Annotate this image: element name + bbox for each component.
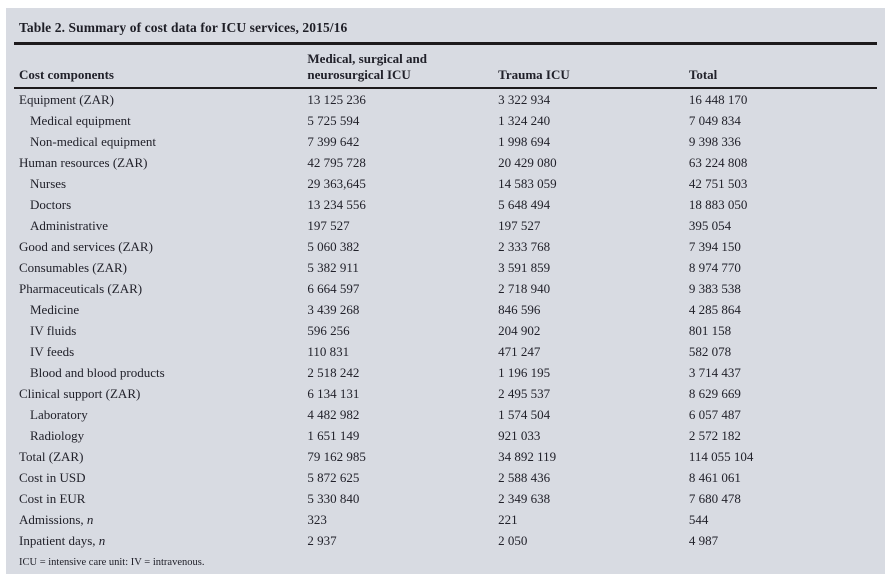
table-row [14, 425, 877, 446]
row-label-text: Clinical support (ZAR) [19, 386, 141, 401]
row-label [14, 467, 307, 488]
row-label [14, 194, 307, 215]
row-label-text: IV feeds [30, 344, 75, 359]
cell-total: 114 055 104 [688, 449, 754, 464]
cell-total: 544 [688, 512, 709, 527]
table-row [14, 446, 877, 467]
cell-trauma-icu: 471 247 [498, 344, 541, 359]
row-label-text: Medical equipment [30, 113, 131, 128]
cell-medical-surgical-neurosurgical-icu: 79 162 985 [307, 449, 366, 464]
cell-total: 8 629 669 [688, 386, 741, 401]
cell-total: 7 394 150 [688, 239, 741, 254]
row-label [14, 320, 307, 341]
cell-medical-surgical-neurosurgical-icu: 6 664 597 [307, 281, 360, 296]
row-label-italic-suffix: n [86, 512, 94, 527]
cell-medical-surgical-neurosurgical-icu: 13 125 236 [307, 92, 366, 107]
table-row [14, 467, 877, 488]
row-label [14, 131, 307, 152]
cell-total: 16 448 170 [688, 92, 748, 107]
row-label-text: Radiology [30, 428, 85, 443]
cell-medical-surgical-neurosurgical-icu: 5 725 594 [307, 113, 360, 128]
cell-total: 4 285 864 [688, 302, 741, 317]
row-label [14, 362, 307, 383]
table-footnote: ICU = intensive care unit: IV = intravenous. [19, 557, 205, 568]
row-label-text: Medicine [30, 302, 80, 317]
table-row [14, 131, 877, 152]
cell-medical-surgical-neurosurgical-icu: 4 482 982 [307, 407, 360, 422]
cell-total: 9 383 538 [688, 281, 741, 296]
table-row [14, 509, 877, 530]
cell-trauma-icu: 20 429 080 [498, 155, 557, 170]
cell-trauma-icu: 14 583 059 [498, 176, 557, 191]
cell-trauma-icu: 846 596 [498, 302, 541, 317]
table-body [14, 88, 877, 551]
cell-trauma-icu: 2 718 940 [498, 281, 551, 296]
cost-summary-table [14, 45, 877, 551]
table-row [14, 194, 877, 215]
cell-total: 42 751 503 [688, 176, 748, 191]
column-header-medical-surgical-neurosurgical-icu: Medical, surgical and neurosurgical ICU [307, 45, 498, 88]
table-row [14, 299, 877, 320]
table-row [14, 488, 877, 509]
cell-trauma-icu: 2 349 638 [498, 491, 551, 506]
row-label [14, 257, 307, 278]
cell-total: 9 398 336 [688, 134, 741, 149]
cell-total: 801 158 [688, 323, 732, 338]
cell-total: 63 224 808 [688, 155, 748, 170]
row-label-text: Inpatient days, [19, 533, 99, 548]
table-row [14, 215, 877, 236]
cell-total: 2 572 182 [688, 428, 741, 443]
table-row [14, 278, 877, 299]
table-row [14, 341, 877, 362]
cell-medical-surgical-neurosurgical-icu: 42 795 728 [307, 155, 366, 170]
row-label-text: Pharmaceuticals (ZAR) [19, 281, 143, 296]
table-card [6, 8, 885, 574]
row-label-text: Nurses [30, 176, 67, 191]
cell-trauma-icu: 197 527 [498, 218, 541, 233]
cell-medical-surgical-neurosurgical-icu: 2 518 242 [307, 365, 360, 380]
row-label-text: Non-medical equipment [30, 134, 156, 149]
row-label [14, 236, 307, 257]
header-row [14, 45, 877, 88]
row-label [14, 509, 307, 530]
cell-total: 395 054 [688, 218, 732, 233]
table-row [14, 530, 877, 551]
cell-trauma-icu: 1 196 195 [498, 365, 551, 380]
table-row [14, 362, 877, 383]
cell-medical-surgical-neurosurgical-icu: 2 937 [307, 533, 337, 548]
cell-trauma-icu: 3 591 859 [498, 260, 551, 275]
row-label-text: Admissions, [19, 512, 87, 527]
cell-total: 3 714 437 [688, 365, 741, 380]
cell-total: 6 057 487 [688, 407, 741, 422]
cell-trauma-icu: 2 588 436 [498, 470, 551, 485]
cell-medical-surgical-neurosurgical-icu: 5 872 625 [307, 470, 360, 485]
cell-trauma-icu: 1 998 694 [498, 134, 551, 149]
table-row [14, 320, 877, 341]
cell-trauma-icu: 1 324 240 [498, 113, 551, 128]
row-label [14, 299, 307, 320]
cell-total: 4 987 [688, 533, 719, 548]
row-label-text: Consumables (ZAR) [19, 260, 127, 275]
row-label [14, 152, 307, 173]
cell-trauma-icu: 921 033 [498, 428, 541, 443]
row-label [14, 530, 307, 551]
table-row [14, 383, 877, 404]
row-label [14, 383, 307, 404]
table-row [14, 88, 877, 110]
table-row [14, 404, 877, 425]
column-header-trauma-icu: Trauma ICU [498, 45, 689, 88]
cell-trauma-icu: 3 322 934 [498, 92, 551, 107]
row-label [14, 425, 307, 446]
cell-total: 7 049 834 [688, 113, 741, 128]
cell-trauma-icu: 2 050 [498, 533, 528, 548]
row-label-text: Cost in EUR [19, 491, 86, 506]
row-label-italic-suffix: n [98, 533, 106, 548]
cell-medical-surgical-neurosurgical-icu: 110 831 [307, 344, 350, 359]
row-label [14, 173, 307, 194]
cell-medical-surgical-neurosurgical-icu: 5 330 840 [307, 491, 360, 506]
column-header-cost-components: Cost components [14, 45, 307, 88]
cell-total: 18 883 050 [688, 197, 748, 212]
row-label-text: Cost in USD [19, 470, 86, 485]
cell-medical-surgical-neurosurgical-icu: 7 399 642 [307, 134, 360, 149]
cell-medical-surgical-neurosurgical-icu: 5 060 382 [307, 239, 360, 254]
cell-medical-surgical-neurosurgical-icu: 6 134 131 [307, 386, 360, 401]
column-header-total: Total [689, 45, 877, 88]
row-label-text: Administrative [30, 218, 108, 233]
cell-trauma-icu: 1 574 504 [498, 407, 551, 422]
cell-trauma-icu: 204 902 [498, 323, 541, 338]
cell-total: 8 974 770 [688, 260, 741, 275]
table-row [14, 110, 877, 131]
row-label-text: Equipment (ZAR) [19, 92, 114, 107]
row-label-text: IV fluids [30, 323, 77, 338]
row-label [14, 341, 307, 362]
cell-medical-surgical-neurosurgical-icu: 5 382 911 [307, 260, 359, 275]
row-label [14, 404, 307, 425]
row-label [14, 110, 307, 131]
row-label [14, 278, 307, 299]
cell-trauma-icu: 221 [498, 512, 518, 527]
cell-medical-surgical-neurosurgical-icu: 1 651 149 [307, 428, 360, 443]
cell-total: 8 461 061 [688, 470, 741, 485]
row-label [14, 88, 307, 110]
cell-trauma-icu: 5 648 494 [498, 197, 551, 212]
cell-trauma-icu: 2 495 537 [498, 386, 551, 401]
table-row [14, 173, 877, 194]
cell-medical-surgical-neurosurgical-icu: 197 527 [307, 218, 350, 233]
cell-total: 582 078 [688, 344, 732, 359]
row-label-text: Blood and blood products [30, 365, 165, 380]
row-label-text: Total (ZAR) [19, 449, 84, 464]
cell-total: 7 680 478 [688, 491, 741, 506]
row-label [14, 215, 307, 236]
cell-medical-surgical-neurosurgical-icu: 13 234 556 [307, 197, 366, 212]
cell-medical-surgical-neurosurgical-icu: 323 [307, 512, 327, 527]
table-row [14, 257, 877, 278]
cell-trauma-icu: 2 333 768 [498, 239, 551, 254]
row-label-text: Doctors [30, 197, 72, 212]
table-row [14, 236, 877, 257]
cell-medical-surgical-neurosurgical-icu: 596 256 [307, 323, 350, 338]
row-label-text: Human resources (ZAR) [19, 155, 148, 170]
row-label-text: Good and services (ZAR) [19, 239, 153, 254]
table-title: Table 2. Summary of cost data for ICU services, 2015/16 [19, 20, 348, 35]
row-label-text: Laboratory [30, 407, 88, 422]
table-row [14, 152, 877, 173]
row-label [14, 488, 307, 509]
row-label [14, 446, 307, 467]
cell-medical-surgical-neurosurgical-icu: 29 363,645 [307, 176, 366, 191]
cell-trauma-icu: 34 892 119 [498, 449, 557, 464]
cell-medical-surgical-neurosurgical-icu: 3 439 268 [307, 302, 360, 317]
